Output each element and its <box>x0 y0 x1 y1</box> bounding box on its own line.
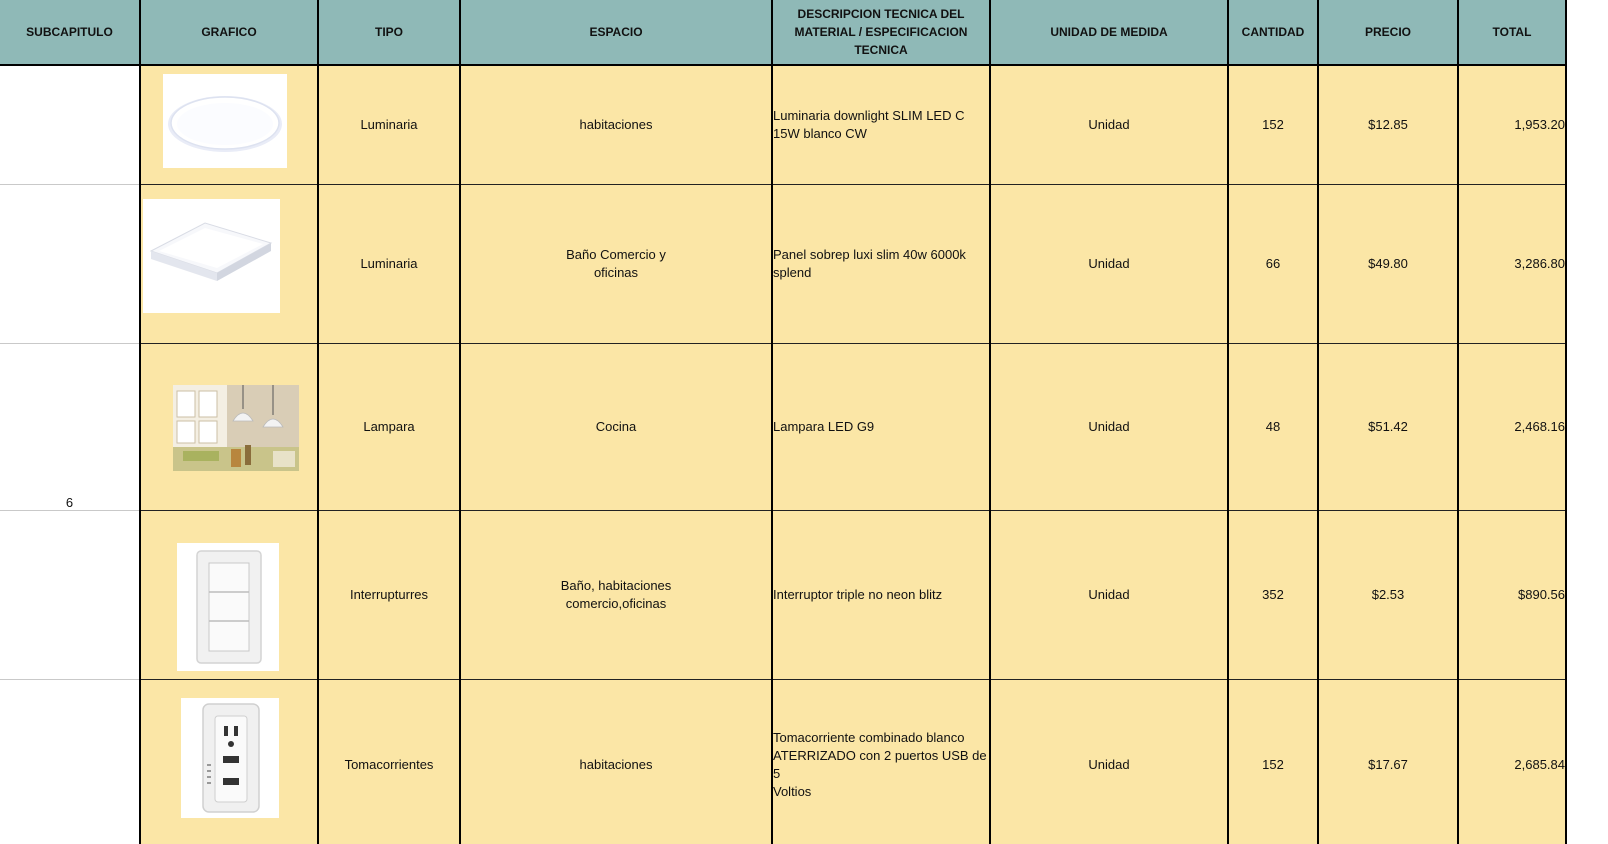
subcapitulo-cell[interactable] <box>0 344 140 511</box>
usb-outlet-icon <box>181 698 279 818</box>
espacio-line1: habitaciones <box>579 757 653 772</box>
precio-cell[interactable]: $17.67 <box>1318 680 1458 844</box>
total-cell[interactable]: $890.56 <box>1458 511 1566 680</box>
triple-switch-icon <box>177 543 279 671</box>
grafico-cell[interactable] <box>140 185 318 344</box>
subcapitulo-cell[interactable] <box>0 680 140 844</box>
total-cell[interactable]: 3,286.80 <box>1458 185 1566 344</box>
subcapitulo-value: 6 <box>65 495 74 510</box>
table-row <box>0 65 1566 185</box>
round-downlight-icon <box>163 74 287 168</box>
pendant-lamps-photo <box>173 385 299 471</box>
header-espacio[interactable]: ESPACIO <box>460 0 772 65</box>
descripcion-line1: Panel sobrep luxi slim 40w 6000k <box>773 247 966 262</box>
espacio-line2: oficinas <box>593 265 639 280</box>
espacio-line1: Baño Comercio y <box>566 247 666 262</box>
descripcion-cell[interactable] <box>772 65 990 185</box>
descripcion-line1: Interruptor triple no neon blitz <box>773 587 943 602</box>
total-cell[interactable]: 2,468.16 <box>1458 344 1566 511</box>
descripcion-cell[interactable] <box>772 344 990 511</box>
header-descripcion[interactable] <box>772 0 990 65</box>
espacio-cell[interactable] <box>460 344 772 511</box>
espacio-line1: habitaciones <box>579 117 653 132</box>
total-cell[interactable]: 1,953.20 <box>1458 65 1566 185</box>
unidad-cell[interactable]: Unidad <box>990 680 1228 844</box>
unidad-cell[interactable]: Unidad <box>990 65 1228 185</box>
header-unidad[interactable]: UNIDAD DE MEDIDA <box>990 0 1228 65</box>
espacio-line1: Cocina <box>595 419 637 434</box>
table-row <box>0 185 1566 344</box>
descripcion-line2: splend <box>773 265 812 280</box>
subcapitulo-cell[interactable] <box>0 65 140 185</box>
table-row <box>0 680 1566 844</box>
grafico-cell[interactable] <box>140 680 318 844</box>
square-panel-icon <box>143 199 280 313</box>
espacio-cell[interactable] <box>460 680 772 844</box>
header-tipo[interactable]: TIPO <box>318 0 460 65</box>
header-row <box>0 0 1566 65</box>
subcapitulo-cell[interactable] <box>0 185 140 344</box>
descripcion-cell[interactable] <box>772 185 990 344</box>
table-row <box>0 511 1566 680</box>
total-cell[interactable]: 2,685.84 <box>1458 680 1566 844</box>
descripcion-line2: 15W blanco CW <box>773 126 867 141</box>
descripcion-cell[interactable] <box>772 511 990 680</box>
descripcion-line1: Tomacorriente combinado blanco <box>773 730 965 745</box>
tipo-cell[interactable]: Luminaria <box>318 185 460 344</box>
subcapitulo-cell[interactable] <box>0 511 140 680</box>
header-subcapitulo[interactable]: SUBCAPITULO <box>0 0 140 65</box>
espacio-line2: comercio,oficinas <box>565 596 667 611</box>
cantidad-cell[interactable]: 352 <box>1228 511 1318 680</box>
header-descripcion-line1: DESCRIPCION TECNICA DEL <box>797 7 965 21</box>
tipo-cell[interactable]: Interrupturres <box>318 511 460 680</box>
espacio-line1: Baño, habitaciones <box>560 578 672 593</box>
unidad-cell[interactable]: Unidad <box>990 185 1228 344</box>
espacio-cell[interactable] <box>460 511 772 680</box>
header-descripcion-line3: TECNICA <box>854 43 908 57</box>
grafico-cell[interactable] <box>140 65 318 185</box>
tipo-cell[interactable]: Luminaria <box>318 65 460 185</box>
espacio-cell[interactable] <box>460 185 772 344</box>
cantidad-cell[interactable]: 66 <box>1228 185 1318 344</box>
grafico-cell[interactable] <box>140 344 318 511</box>
unidad-cell[interactable]: Unidad <box>990 511 1228 680</box>
descripcion-cell[interactable] <box>772 680 990 844</box>
precio-cell[interactable]: $51.42 <box>1318 344 1458 511</box>
cantidad-cell[interactable]: 152 <box>1228 680 1318 844</box>
precio-cell[interactable]: $2.53 <box>1318 511 1458 680</box>
header-grafico[interactable]: GRAFICO <box>140 0 318 65</box>
header-cantidad[interactable]: CANTIDAD <box>1228 0 1318 65</box>
tipo-cell[interactable]: Lampara <box>318 344 460 511</box>
descripcion-line1: Lampara LED G9 <box>773 419 875 434</box>
descripcion-line1: Luminaria downlight SLIM LED C <box>773 108 965 123</box>
precio-cell[interactable]: $49.80 <box>1318 185 1458 344</box>
precio-cell[interactable]: $12.85 <box>1318 65 1458 185</box>
header-precio[interactable]: PRECIO <box>1318 0 1458 65</box>
header-descripcion-line2: MATERIAL / ESPECIFICACION <box>794 25 968 39</box>
cantidad-cell[interactable]: 48 <box>1228 344 1318 511</box>
grafico-cell[interactable] <box>140 511 318 680</box>
tipo-cell[interactable]: Tomacorrientes <box>318 680 460 844</box>
descripcion-line3: Voltios <box>773 784 812 799</box>
cantidad-cell[interactable]: 152 <box>1228 65 1318 185</box>
header-total[interactable]: TOTAL <box>1458 0 1566 65</box>
unidad-cell[interactable]: Unidad <box>990 344 1228 511</box>
table-row <box>0 344 1566 511</box>
descripcion-line2: ATERRIZADO con 2 puertos USB de 5 <box>773 748 987 781</box>
espacio-cell[interactable] <box>460 65 772 185</box>
